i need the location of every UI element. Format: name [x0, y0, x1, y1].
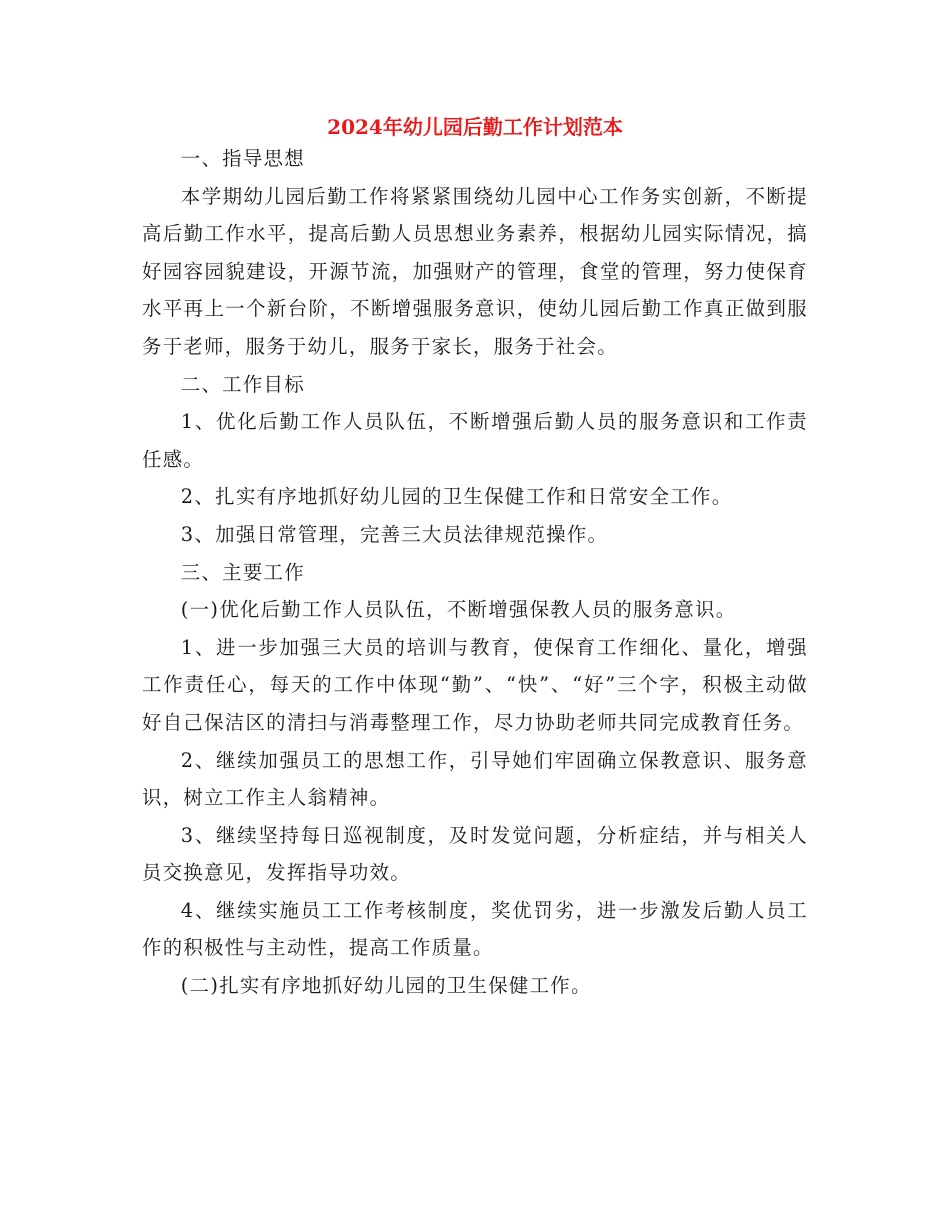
list-item-work-3: 3、继续坚持每日巡视制度，及时发觉问题，分析症结，并与相关人员交换意见，发挥指导功效。	[142, 823, 808, 885]
body-paragraph: 本学期幼儿园后勤工作将紧紧围绕幼儿园中心工作务实创新，不断提高后勤工作水平，提高后勤人员思想业务素养，根据幼儿园实际情况，搞好园容园貌建设，开源节流，加强财产的管理，食堂的管理，努力使保育水平再上一个新台阶，不断增强服务意识，使幼儿园后勤工作真正做到服务于老师，服务于幼儿，服务于家长，服务于社会。	[142, 184, 808, 358]
list-item-work-4: 4、继续实施员工工作考核制度，奖优罚劣，进一步激发后勤人员工作的积极性与主动性，提高工作质量。	[142, 898, 808, 960]
list-item-goal-2: 2、扎实有序地抓好幼儿园的卫生保健工作和日常安全工作。	[180, 485, 733, 509]
document-title: 2024年幼儿园后勤工作计划范本	[327, 115, 623, 139]
list-item-goal-3: 3、加强日常管理，完善三大员法律规范操作。	[180, 522, 609, 546]
subsection-heading-1: (一)优化后勤工作人员队伍，不断增强保教人员的服务意识。	[180, 598, 737, 622]
list-item-work-1: 1、进一步加强三大员的培训与教育，使保育工作细化、量化，增强工作责任心，每天的工作中体现“勤”、“快”、“好”三个字，积极主动做好自己保洁区的清扫与消毒整理工作，尽力协助老师共同完成教育任务。	[142, 635, 808, 734]
section-heading-work-goals: 二、工作目标	[180, 372, 305, 396]
section-heading-main-work: 三、主要工作	[180, 560, 305, 584]
list-item-goal-1: 1、优化后勤工作人员队伍，不断增强后勤人员的服务意识和工作责任感。	[142, 410, 808, 471]
subsection-heading-2: (二)扎实有序地抓好幼儿园的卫生保健工作。	[180, 974, 592, 998]
document-body	[142, 140, 808, 1005]
list-item-work-2: 2、继续加强员工的思想工作，引导她们牢固确立保教意识、服务意识，树立工作主人翁精神。	[142, 748, 808, 810]
section-heading-guiding-idea: 一、指导思想	[180, 147, 305, 170]
